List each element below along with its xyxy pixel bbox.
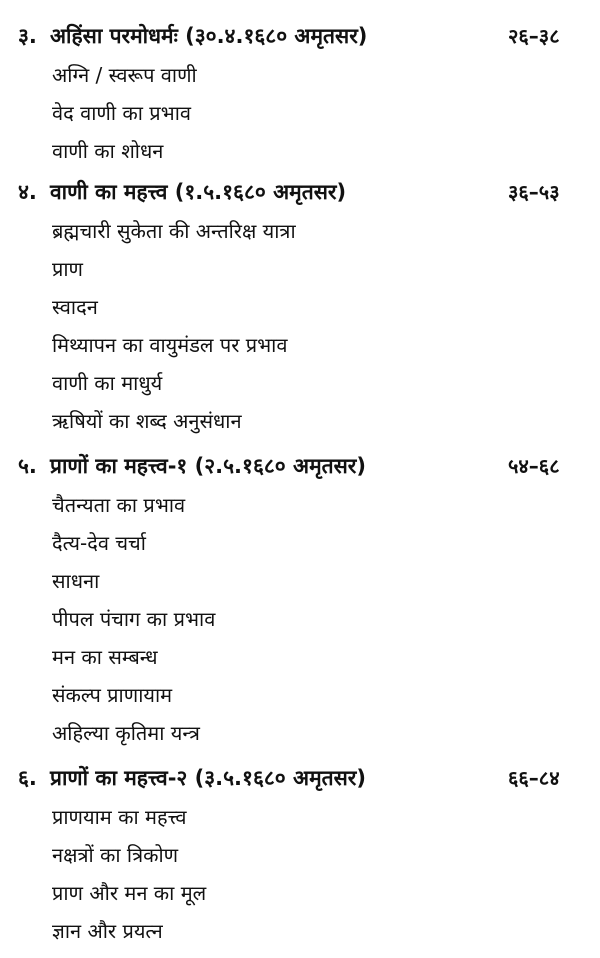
section-title: अहिंसा परमोधर्मः — [50, 24, 178, 48]
toc-section-3 — [0, 16, 600, 170]
section-date-place: (२.५.१६८० अमृतसर) — [194, 454, 366, 478]
toc-subitem: वेद वाणी का प्रभाव — [52, 101, 192, 125]
section-title: वाणी का महत्त्व — [50, 180, 168, 204]
section-heading — [0, 172, 600, 212]
toc-subitem: संकल्प प्राणायाम — [52, 683, 173, 707]
toc-subitem: चैतन्यता का प्रभाव — [52, 493, 186, 517]
toc-subitem: ज्ञान और प्रयत्न — [52, 919, 163, 943]
toc-subitem: मन का सम्बन्ध — [52, 645, 158, 669]
toc-subitem: प्राणयाम का महत्त्व — [52, 805, 187, 829]
section-title-line — [50, 16, 367, 56]
section-page-range: ३६–५३ — [508, 180, 560, 204]
section-title-line — [50, 446, 366, 486]
section-number: ६. — [18, 766, 37, 790]
toc-section-4 — [0, 172, 600, 440]
section-date-place: (३.५.१६८० अमृतसर) — [194, 766, 366, 790]
section-title: प्राणों का महत्त्व-१ — [50, 454, 188, 478]
section-page-range: ५४–६८ — [508, 454, 560, 478]
toc-subitem: प्राण और मन का मूल — [52, 881, 207, 905]
section-heading — [0, 758, 600, 798]
section-title: प्राणों का महत्त्व-२ — [50, 766, 188, 790]
toc-subitem: ब्रह्मचारी सुकेता की अन्तरिक्ष यात्रा — [52, 219, 296, 243]
section-date-place: (३०.४.१६८० अमृतसर) — [185, 24, 368, 48]
section-heading — [0, 16, 600, 56]
toc-subitem: अहिल्या कृतिमा यन्त्र — [52, 721, 200, 745]
section-number: ३. — [18, 24, 37, 48]
section-page-range: ६६–८४ — [508, 766, 560, 790]
section-title-line — [50, 172, 346, 212]
section-page-range: २६–३८ — [508, 24, 560, 48]
toc-subitem: ऋषियों का शब्द अनुसंधान — [52, 409, 242, 433]
section-number: ४. — [18, 180, 37, 204]
section-heading — [0, 446, 600, 486]
section-number: ५. — [18, 454, 37, 478]
toc-subitem: मिथ्यापन का वायुमंडल पर प्रभाव — [52, 333, 288, 357]
toc-subitem: नक्षत्रों का त्रिकोण — [52, 843, 179, 867]
toc-subitem: स्वादन — [52, 295, 98, 319]
section-date-place: (१.५.१६८० अमृतसर) — [174, 180, 347, 204]
toc-subitem: प्राण — [52, 257, 84, 281]
toc-section-6 — [0, 758, 600, 950]
toc-subitem: अग्नि / स्वरूप वाणी — [52, 63, 197, 87]
toc-subitem: दैत्य-देव चर्चा — [52, 531, 146, 555]
section-title-line — [50, 758, 366, 798]
toc-subitem: वाणी का माधुर्य — [52, 371, 163, 395]
toc-subitem: साधना — [52, 569, 100, 593]
toc-subitem: वाणी का शोधन — [52, 139, 164, 163]
toc-subitem: पीपल पंचाग का प्रभाव — [52, 607, 216, 631]
toc-section-5 — [0, 446, 600, 752]
